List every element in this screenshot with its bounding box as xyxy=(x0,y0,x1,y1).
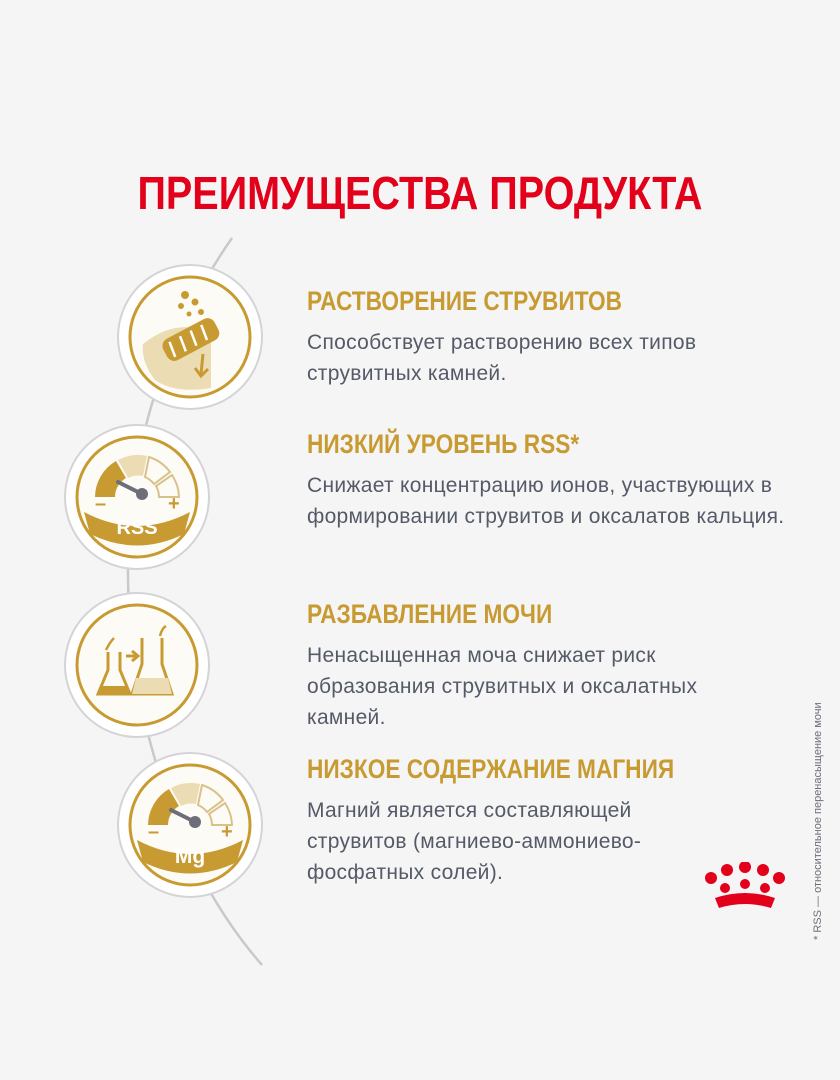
benefit-struvite-dissolution xyxy=(307,283,807,389)
rss-gauge-icon xyxy=(62,422,212,572)
benefit-low-rss xyxy=(307,426,807,532)
mg-icon-label: Mg xyxy=(174,845,206,868)
rss-footnote: * RSS — относительное перенасыщение мочи xyxy=(812,702,824,940)
page-title: ПРЕИМУЩЕСТВА ПРОДУКТА xyxy=(137,167,703,219)
svg-text:–: – xyxy=(148,821,160,843)
magnesium-gauge-icon xyxy=(115,750,265,900)
benefit-description: Магний является составляющей струвитов (магниево-аммониево-фосфатных солей). xyxy=(307,799,642,884)
benefit-urine-dilution xyxy=(307,596,807,733)
benefit-description: Способствует растворению всех типов струвитных камней. xyxy=(307,331,697,385)
svg-text:+: + xyxy=(221,821,233,843)
benefit-heading: НИЗКОЕ СОДЕРЖАНИЕ МАГНИЯ xyxy=(307,754,675,784)
benefit-description: Снижает концентрацию ионов, участвующих в формировании струвитов и оксалатов кальция. xyxy=(307,474,785,528)
benefit-description: Ненасыщенная моча снижает риск образования струвитных и оксалатных камней. xyxy=(307,644,698,729)
royal-canin-crown-logo xyxy=(703,862,787,919)
svg-text:+: + xyxy=(168,493,180,515)
urine-dilution-flasks-icon xyxy=(62,590,212,740)
rss-icon-label: RSS xyxy=(116,517,158,539)
svg-text:–: – xyxy=(95,493,107,515)
crystal-dissolve-icon xyxy=(115,262,265,412)
benefit-heading: РАСТВОРЕНИЕ СТРУВИТОВ xyxy=(307,286,623,316)
benefit-heading: НИЗКИЙ УРОВЕНЬ RSS* xyxy=(307,429,580,459)
benefit-heading: РАЗБАВЛЕНИЕ МОЧИ xyxy=(307,599,553,629)
